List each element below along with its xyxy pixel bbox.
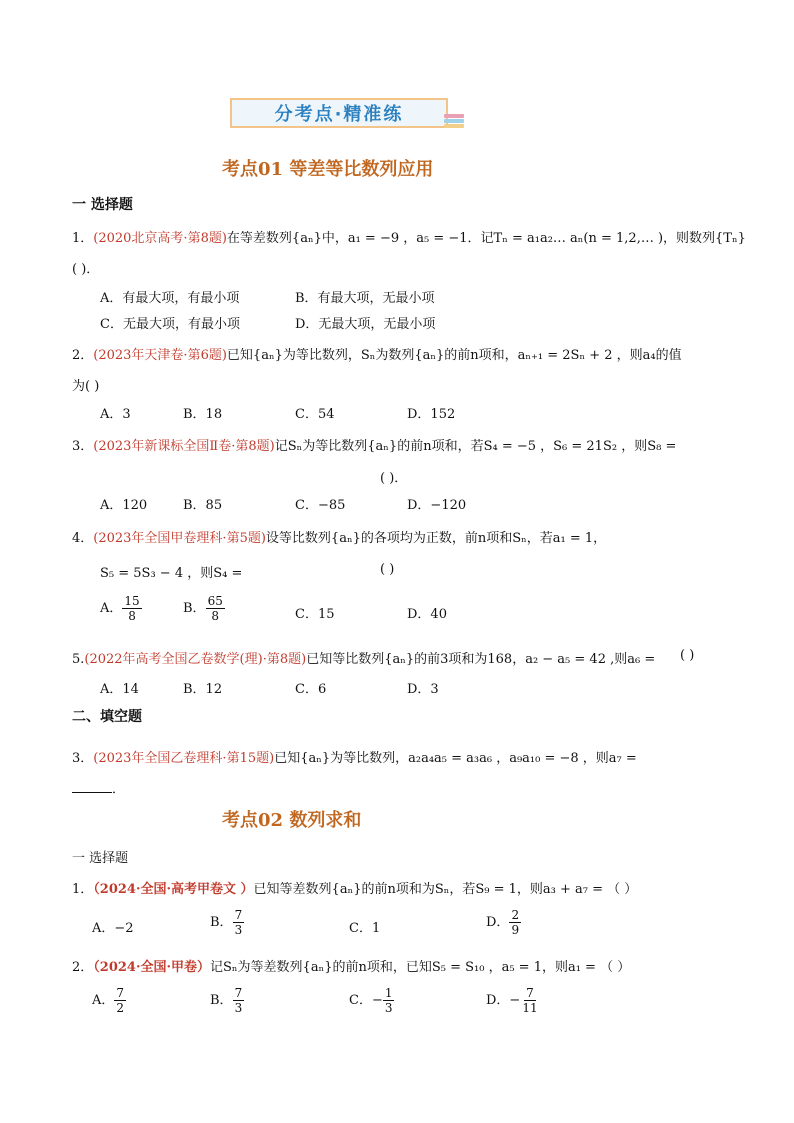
question-source: (2020北京高考·第8题) [93,231,227,246]
option-c: C．6 [295,682,327,697]
section2-title: 考点02 数列求和 [222,810,362,831]
option-c: C．−85 [295,498,346,513]
question-source: (2022年高考全国乙卷数学(理)·第8题) [84,652,307,667]
option-a: A．−2 [92,921,134,936]
question-3: 3．(2023年新课标全国Ⅱ卷·第8题)记Sₙ为等比数列{aₙ}的前n项和，若S₄ = −5 ，S₆ = 21S₂ ，则S₈ = [72,439,677,454]
fraction: $\frac{2}{9}$ [511,908,520,937]
question-source: (2023年全国乙卷理科·第15题) [93,751,275,766]
option-d: D．152 [407,407,456,422]
option-d: D．−120 [407,498,467,513]
option-a: A． $\frac{7}{2}$ [92,986,125,1015]
option-b: B．18 [183,407,223,422]
question-4: 4．(2023年全国甲卷理科·第5题)设等比数列{aₙ}的各项均为正数，前n项和Sₙ，若a₁ = 1， [72,531,607,546]
question-source: （2024·全国·高考甲卷文 ） [93,882,254,897]
option-b: B．12 [183,682,223,697]
option-a: A．120 [100,498,148,513]
fraction: $\frac{7}{2}$ [116,986,125,1015]
answer-paren: ( ) [680,648,695,663]
books-icon [444,114,464,132]
option-d: D． $\frac{2}{9}$ [486,908,520,937]
question-5: 5.(2022年高考全国乙卷数学(理)·第8题)已知等比数列{aₙ}的前3项和为168，a₂ − a₅ = 42 ,则a₆ = [72,652,656,667]
question-2: 2．(2023年天津卷·第6题)已知{aₙ}为等比数列，Sₙ为数列{aₙ}的前n项和，aₙ₊₁ = 2Sₙ + 2 ，则a₄的值 [72,348,682,363]
section1-part2: 二、填空题 [72,709,142,725]
question-2-cont: 为( ) [72,379,100,394]
question-source: (2023年天津卷·第6题) [93,348,227,363]
fraction: $\frac{7}{3}$ [234,908,243,937]
option-c: C．无最大项，有最小项 [100,317,240,332]
answer-paren: ( )． [72,262,100,277]
question-fill: 3．(2023年全国乙卷理科·第15题)已知{aₙ}为等比数列，a₂a₄a₅ = a₃a₆ ，a₉a₁₀ = −8 ，则a₇ = [72,751,637,766]
section2-part1: 一 选择题 [72,851,129,866]
option-d: D．− $\frac{7}{11}$ [486,986,538,1015]
option-b: B． $\frac{65}{8}$ [183,594,223,623]
answer-paren: ( ) [380,562,395,577]
option-a: A．3 [100,407,131,422]
option-a: A．有最大项，有最小项 [100,291,240,306]
question-s2-1: 1．（2024·全国·高考甲卷文 ）已知等差数列{aₙ}的前n项和为Sₙ，若S₉ = 1，则a₃ + a₇ = （ ） [72,882,638,897]
section1-title: 考点01 等差等比数列应用 [222,159,434,180]
option-d: D．40 [407,607,447,622]
answer-paren: ( )． [380,471,408,486]
fraction: $\frac{65}{8}$ [207,594,223,623]
question-1: 1．(2020北京高考·第8题)在等差数列{aₙ}中，a₁ = −9 ，a₅ = −1．记Tₙ = a₁a₂… aₙ(n = 1,2,… )，则数列{Tₙ} [72,231,746,246]
question-source: (2023年全国甲卷理科·第5题) [93,531,266,546]
section1-part1: 一 选择题 [72,197,133,213]
answer-blank: ． [72,778,125,797]
section-banner [230,98,448,128]
question-source: （2024·全国·甲卷） [93,960,211,975]
option-d: D．无最大项，无最小项 [295,317,436,332]
option-b: B． $\frac{7}{3}$ [210,908,243,937]
banner-title: 分考点·精准练 [274,104,404,125]
option-c: C．15 [295,607,335,622]
option-d: D．3 [407,682,439,697]
option-c: C．− $\frac{1}{3}$ [349,986,393,1015]
option-b: B．有最大项，无最小项 [295,291,435,306]
question-s2-2: 2．（2024·全国·甲卷）记Sₙ为等差数列{aₙ}的前n项和，已知S₅ = S₁₀ ，a₅ = 1，则a₁ = （ ） [72,960,631,975]
question-source: (2023年新课标全国Ⅱ卷·第8题) [93,439,275,454]
fraction: $\frac{7}{11}$ [522,986,538,1015]
option-a: A．14 [100,682,139,697]
option-b: B． $\frac{7}{3}$ [210,986,243,1015]
fraction: $\frac{7}{3}$ [234,986,243,1015]
option-c: C．54 [295,407,335,422]
question-4-cont: S₅ = 5S₃ − 4 ，则S₄ = [100,566,243,581]
option-c: C．1 [349,921,381,936]
fraction: $\frac{15}{8}$ [124,594,140,623]
option-b: B．85 [183,498,223,513]
fraction: $\frac{1}{3}$ [384,986,393,1015]
option-a: A． $\frac{15}{8}$ [100,594,140,623]
